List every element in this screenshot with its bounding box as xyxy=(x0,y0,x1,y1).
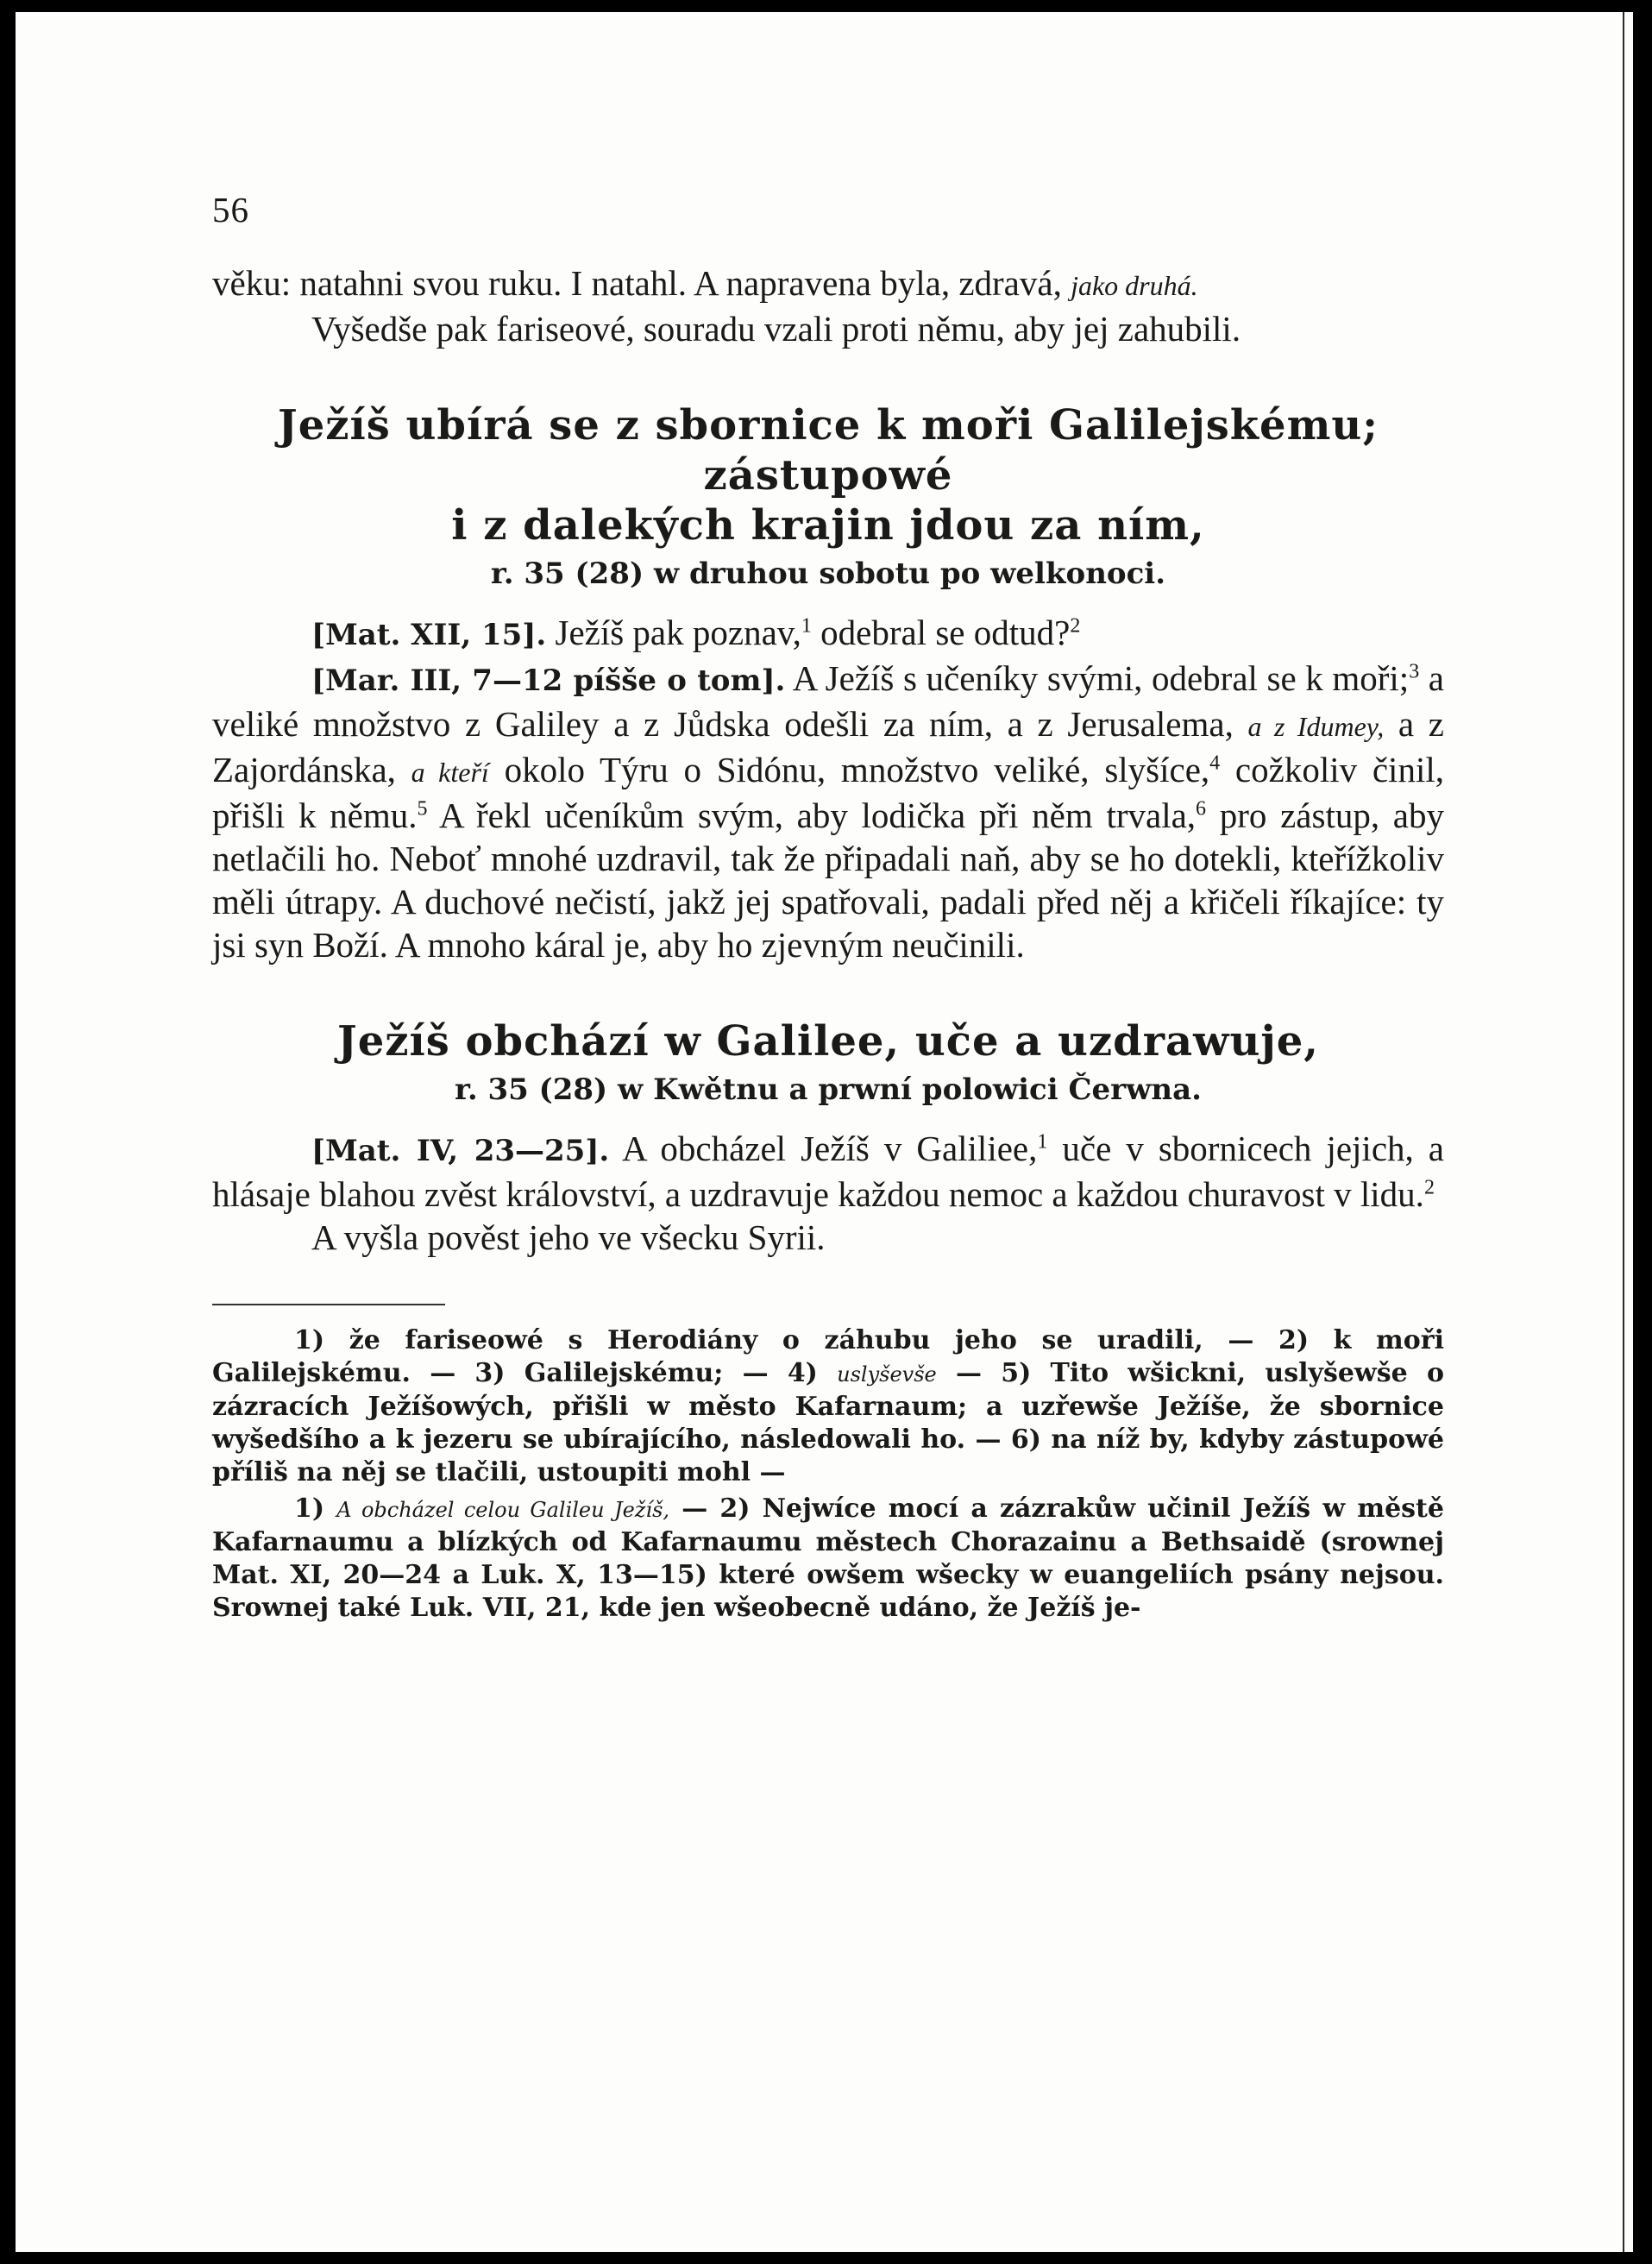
text-run: a z Zajordánska, xyxy=(212,704,1445,789)
italic-phrase: a kteří xyxy=(411,757,489,788)
section-heading-2: Ježíš obchází w Galilee, uče a uzdrawuje, xyxy=(337,1017,1319,1066)
footnote-marker: 2 xyxy=(1070,614,1081,638)
footnote-marker: 6 xyxy=(1196,797,1207,821)
footnote-block-2 xyxy=(212,1493,1444,1625)
text-run: okolo Týru o Sidónu, množstvo veliké, slyšíce, xyxy=(488,750,1210,789)
scripture-reference: [Mar. III, 7—12 píšše o tom]. xyxy=(311,663,786,698)
text-run: pro zástup, aby netlačili ho. Neboť mnohé uzdravil, tak že připadali naň, aby se ho dotekli, kteřížkoliv měli útrapy. A duchové nečistí, jakž jej spatřovali, padali před něj a křičeli říkajíce: ty jsi syn Boží. A mnoho káral je, aby ho zjevným neučinili. xyxy=(212,796,1444,965)
text-run: A řekl učeníkům svým, aby lodička při něm trvala, xyxy=(427,796,1197,835)
scripture-reference: [Mat. IV, 23—25]. xyxy=(311,1134,610,1168)
section-subheading-2: r. 35 (28) w Kwětnu a prwní polowici Čerwna. xyxy=(455,1072,1202,1107)
paragraph-section1-a xyxy=(212,611,1444,657)
text-run: odebral se odtud? xyxy=(811,613,1071,652)
footnote-text: 1) xyxy=(294,1494,337,1524)
footnote-italic: uslyševše xyxy=(837,1362,937,1387)
paragraph-syria: A vyšla pověst jeho ve všecku Syrii. xyxy=(311,1217,826,1257)
text-run: A obcházel Ježíš v Galiliee, xyxy=(609,1129,1038,1168)
page-number: 56 xyxy=(212,190,249,230)
text-run: Ježíš pak poznav, xyxy=(546,613,801,652)
text-run: A Ježíš s učeníky svými, odebral se k moři; xyxy=(785,658,1410,698)
section-heading-1-line1: Ježíš ubírá se z sbornice k moři Galilejskému; zástupowé xyxy=(278,401,1379,500)
footnote-text: — 2) Nejwíce mocí a zázrakůw učinil Ježíš w městě Kafarnaumu a blízkých od Kafarnaumu městech Chorazainu a Bethsaidě (srownej Mat. XI, 20—24 a Luk. X, 13—15) které owšem wšecky w euangeliích psány nejsou. Srownej také Luk. VII, 21, kde jen wšeobecně udáno, že Ježíš je- xyxy=(212,1494,1445,1623)
text-run: uče v sbornicech jejich, a hlásaje blahou zvěst království, a uzdravuje každou nemoc a každou churavost v lidu. xyxy=(212,1129,1444,1214)
scripture-reference: [Mat. XII, 15]. xyxy=(311,618,547,652)
book-page xyxy=(16,12,1633,2252)
text-run: a veliké množstvo z Galiley a z Jůdska odešli za ním, a z Jerusalema, xyxy=(212,658,1444,744)
footnote-marker: 1 xyxy=(1037,1130,1048,1154)
footnote-marker: 4 xyxy=(1209,752,1221,775)
paragraph-opening-text: věku: natahni svou ruku. I natahl. A napravena byla, zdravá, xyxy=(212,263,1071,303)
section-heading-1-line2: i z dalekých krajin jdou za ním, xyxy=(451,501,1205,550)
footnote-marker: 1 xyxy=(801,614,812,638)
footnote-italic: A obcházel celou Galileu Ježíš, xyxy=(336,1498,670,1522)
footnote-marker: 2 xyxy=(1423,1176,1435,1199)
section-heading-1 xyxy=(212,400,1444,550)
footnote-text: — 5) Tito wšickni, uslyšewše o zázracích Ježíšowých, přišli w město Kafarnaum; a uzřewše Ježíše, že sbornice wyšedšího a k jezeru se ubírajícího, následowali ho. — 6) na níž by, kdyby zástupowé příliš na něj se tlačili, ustoupiti mohl — xyxy=(212,1358,1444,1487)
paragraph-opening xyxy=(212,261,1444,307)
section-subheading-1: r. 35 (28) w druhou sobotu po welkonoci. xyxy=(490,557,1166,591)
paragraph-section1-b xyxy=(212,657,1444,966)
paragraph-pharisees: Vyšedše pak fariseové, souradu vzali proti němu, aby jej zahubili. xyxy=(311,309,1241,349)
text-run: cožkoliv činil, přišli k němu. xyxy=(212,750,1444,835)
paragraph-section2 xyxy=(212,1127,1444,1216)
footnote-marker: 3 xyxy=(1409,660,1420,683)
footnote-text: 1) že fariseowé s Herodiány o záhubu jeho se uradili, — 2) k moři Galilejskému. — 3) Galilejskému; — 4) xyxy=(212,1325,1444,1388)
italic-phrase: a z Idumey, xyxy=(1247,711,1385,742)
footnote-divider xyxy=(212,1304,445,1305)
footnote-marker: 5 xyxy=(417,797,428,821)
footnote-block-1 xyxy=(212,1324,1444,1489)
italic-phrase: jako druhá. xyxy=(1071,270,1198,301)
page-edge-line xyxy=(1623,12,1624,2252)
page-content xyxy=(212,189,1444,1625)
